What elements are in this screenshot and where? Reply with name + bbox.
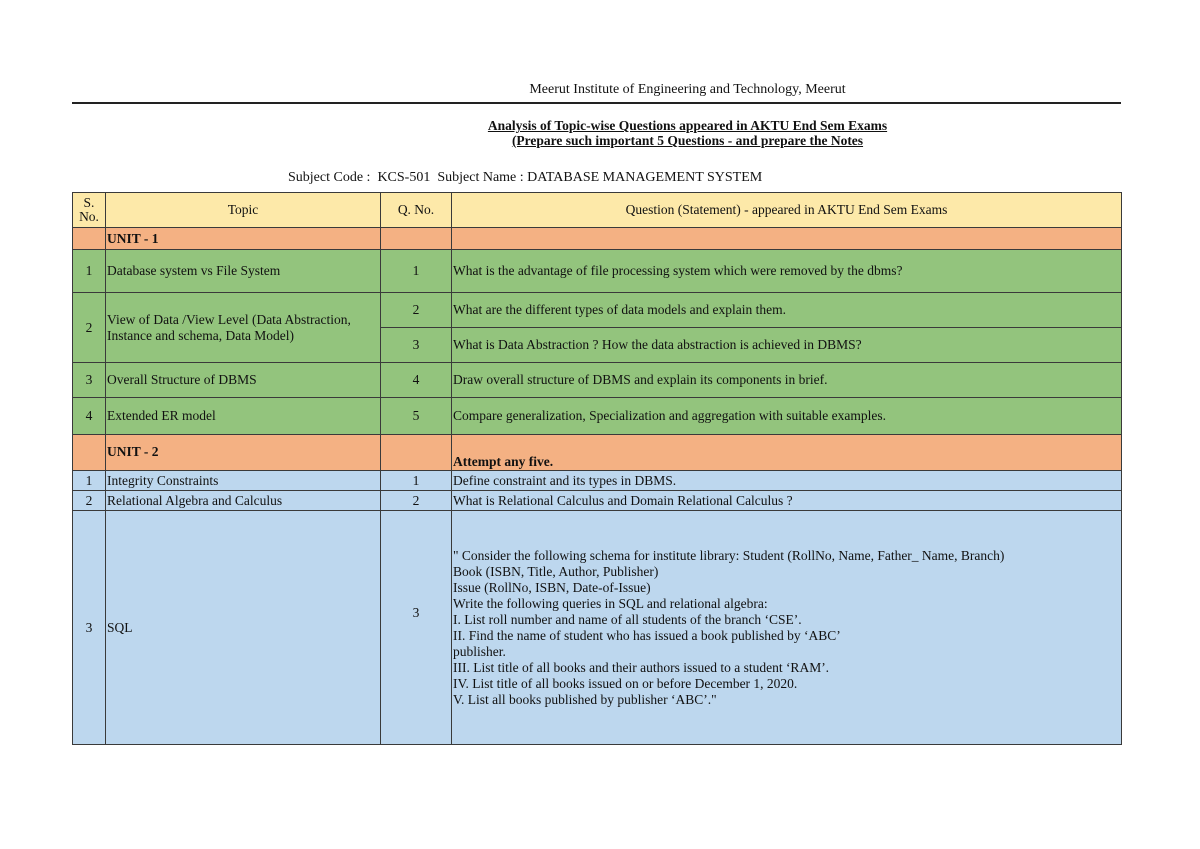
header-sno: S. No. <box>73 193 106 228</box>
subject-name-label: Subject Name : <box>437 170 524 185</box>
questions-table <box>72 192 1122 745</box>
header-rule <box>72 102 1121 104</box>
sql-question-text: " Consider the following schema for institute library: Student (RollNo, Name, Father_ Name, Branch) Book (ISBN, Title, Author, Publisher) Issue (RollNo, ISBN, Date-of-Issue) Write the following queries in SQL and relational algebra: I. List roll number and name of all students of the branch ‘CSE’. II. Find the name of student who has issued a book published by ‘ABC’ publisher. III. List title of all books and their authors issued to a student ‘RAM’. IV. List title of all books issued on or before December 1, 2020. V. List all books published by publisher ‘ABC’." <box>452 511 1122 745</box>
unit-2-row <box>73 435 1122 471</box>
header-qno: Q. No. <box>381 193 452 228</box>
subject-line <box>288 170 762 186</box>
header-topic: Topic <box>106 193 381 228</box>
subject-code-label: Subject Code : <box>288 170 371 185</box>
table-row: 3 What is Data Abstraction ? How the data abstraction is achieved in DBMS? <box>73 328 1122 363</box>
table-header-row <box>73 193 1122 228</box>
table-row: 3 SQL 3 " Consider the following schema for institute library: Student (RollNo, Name, Father_ Name, Branch) Book (ISBN, Title, Author, Publisher) Issue (RollNo, ISBN, Date-of-Issue) Write the following queries in SQL and relational algebra: I. List roll number and name of all students of the branch ‘CSE’. II. Find the name of student who has issued a book published by ‘ABC’ publisher. III. List title of all books and their authors issued to a student ‘RAM’. IV. List title of all books issued on or before December 1, 2020. V. List all books published by publisher ‘ABC’." <box>73 511 1122 745</box>
subject-code: KCS-501 <box>377 170 431 185</box>
heading-line-2: (Prepare such important 5 Questions - and prepare the Notes <box>511 133 864 148</box>
table-row: 2 Relational Algebra and Calculus 2 What is Relational Calculus and Domain Relational Calculus ? <box>73 491 1122 511</box>
unit-2-note: Attempt any five. <box>452 435 1122 471</box>
heading-line-1: Analysis of Topic-wise Questions appeared in AKTU End Sem Exams <box>487 118 888 133</box>
table-row: 2 View of Data /View Level (Data Abstraction, Instance and schema, Data Model) 2 What are the different types of data models and explain them. <box>73 293 1122 328</box>
table-row: 1 Database system vs File System 1 What is the advantage of file processing system which were removed by the dbms? <box>73 250 1122 293</box>
unit-2-label: UNIT - 2 <box>106 435 381 471</box>
table-row: 1 Integrity Constraints 1 Define constraint and its types in DBMS. <box>73 471 1122 491</box>
table-row: 4 Extended ER model 5 Compare generalization, Specialization and aggregation with suitable examples. <box>73 398 1122 435</box>
institute-name: Meerut Institute of Engineering and Technology, Meerut <box>529 82 846 97</box>
page-heading <box>380 118 995 148</box>
subject-name: DATABASE MANAGEMENT SYSTEM <box>527 170 763 185</box>
unit-1-row <box>73 228 1122 250</box>
table-row: 3 Overall Structure of DBMS 4 Draw overall structure of DBMS and explain its components in brief. <box>73 363 1122 398</box>
unit-1-label: UNIT - 1 <box>106 228 381 250</box>
header-question: Question (Statement) - appeared in AKTU End Sem Exams <box>452 193 1122 228</box>
